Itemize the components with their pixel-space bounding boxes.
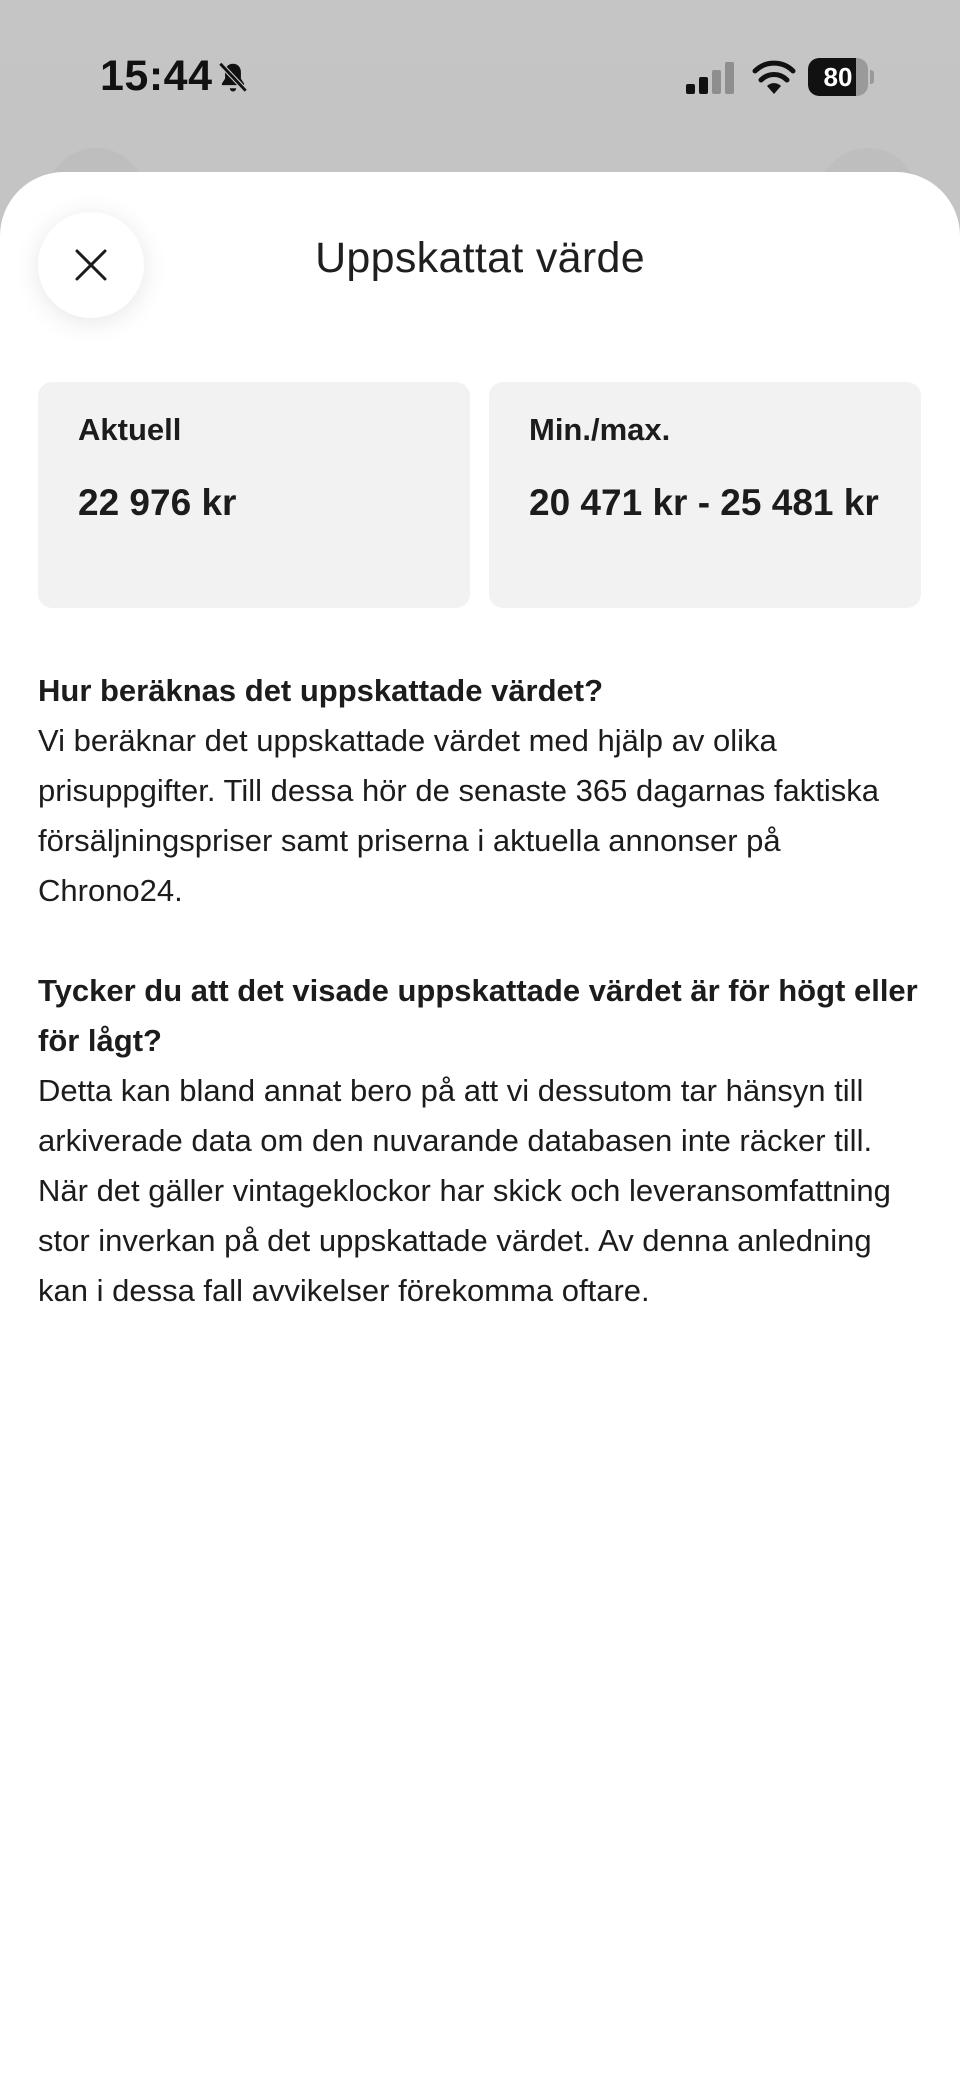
card-label: Min./max. <box>529 412 671 447</box>
value-cards <box>38 382 922 608</box>
card-label: Aktuell <box>78 412 182 447</box>
estimated-value-sheet <box>0 172 960 2087</box>
section-body: Detta kan bland annat bero på att vi dessutom tar hänsyn till arkiverade data om den nuvarande databasen inte räcker till. När det gäller vintageklockor har skick och leveransomfattning stor inverkan på det uppskattade värdet. Av denna anledning kan i dessa fall avvikelser förekomma oftare. <box>38 1073 891 1308</box>
deviation-section <box>38 966 928 1316</box>
battery-icon <box>808 58 874 96</box>
cellular-signal-icon <box>686 62 736 94</box>
status-bar <box>0 0 960 160</box>
wifi-icon <box>752 58 796 94</box>
battery-level: 80 <box>823 62 853 92</box>
calculation-section <box>38 666 928 916</box>
section-heading: Hur beräknas det uppskattade värdet? <box>38 673 604 708</box>
bell-slash-icon <box>214 58 252 98</box>
current-value: 22 976 kr <box>78 482 237 523</box>
info-content <box>38 666 928 1316</box>
section-body: Vi beräknar det uppskattade värdet med hjälp av olika prisuppgifter. Till dessa hör de senaste 365 dagarnas faktiska försäljningspriser samt priserna i aktuella annonser på Chrono24. <box>38 723 879 908</box>
min-max-card <box>489 382 921 608</box>
min-max-value: 20 471 kr - 25 481 kr <box>529 482 879 523</box>
page-title: Uppskattat värde <box>315 234 645 282</box>
section-heading: Tycker du att det visade uppskattade värdet är för högt eller för lågt? <box>38 973 918 1058</box>
status-time: 15:44 <box>100 52 213 100</box>
current-value-card <box>38 382 470 608</box>
